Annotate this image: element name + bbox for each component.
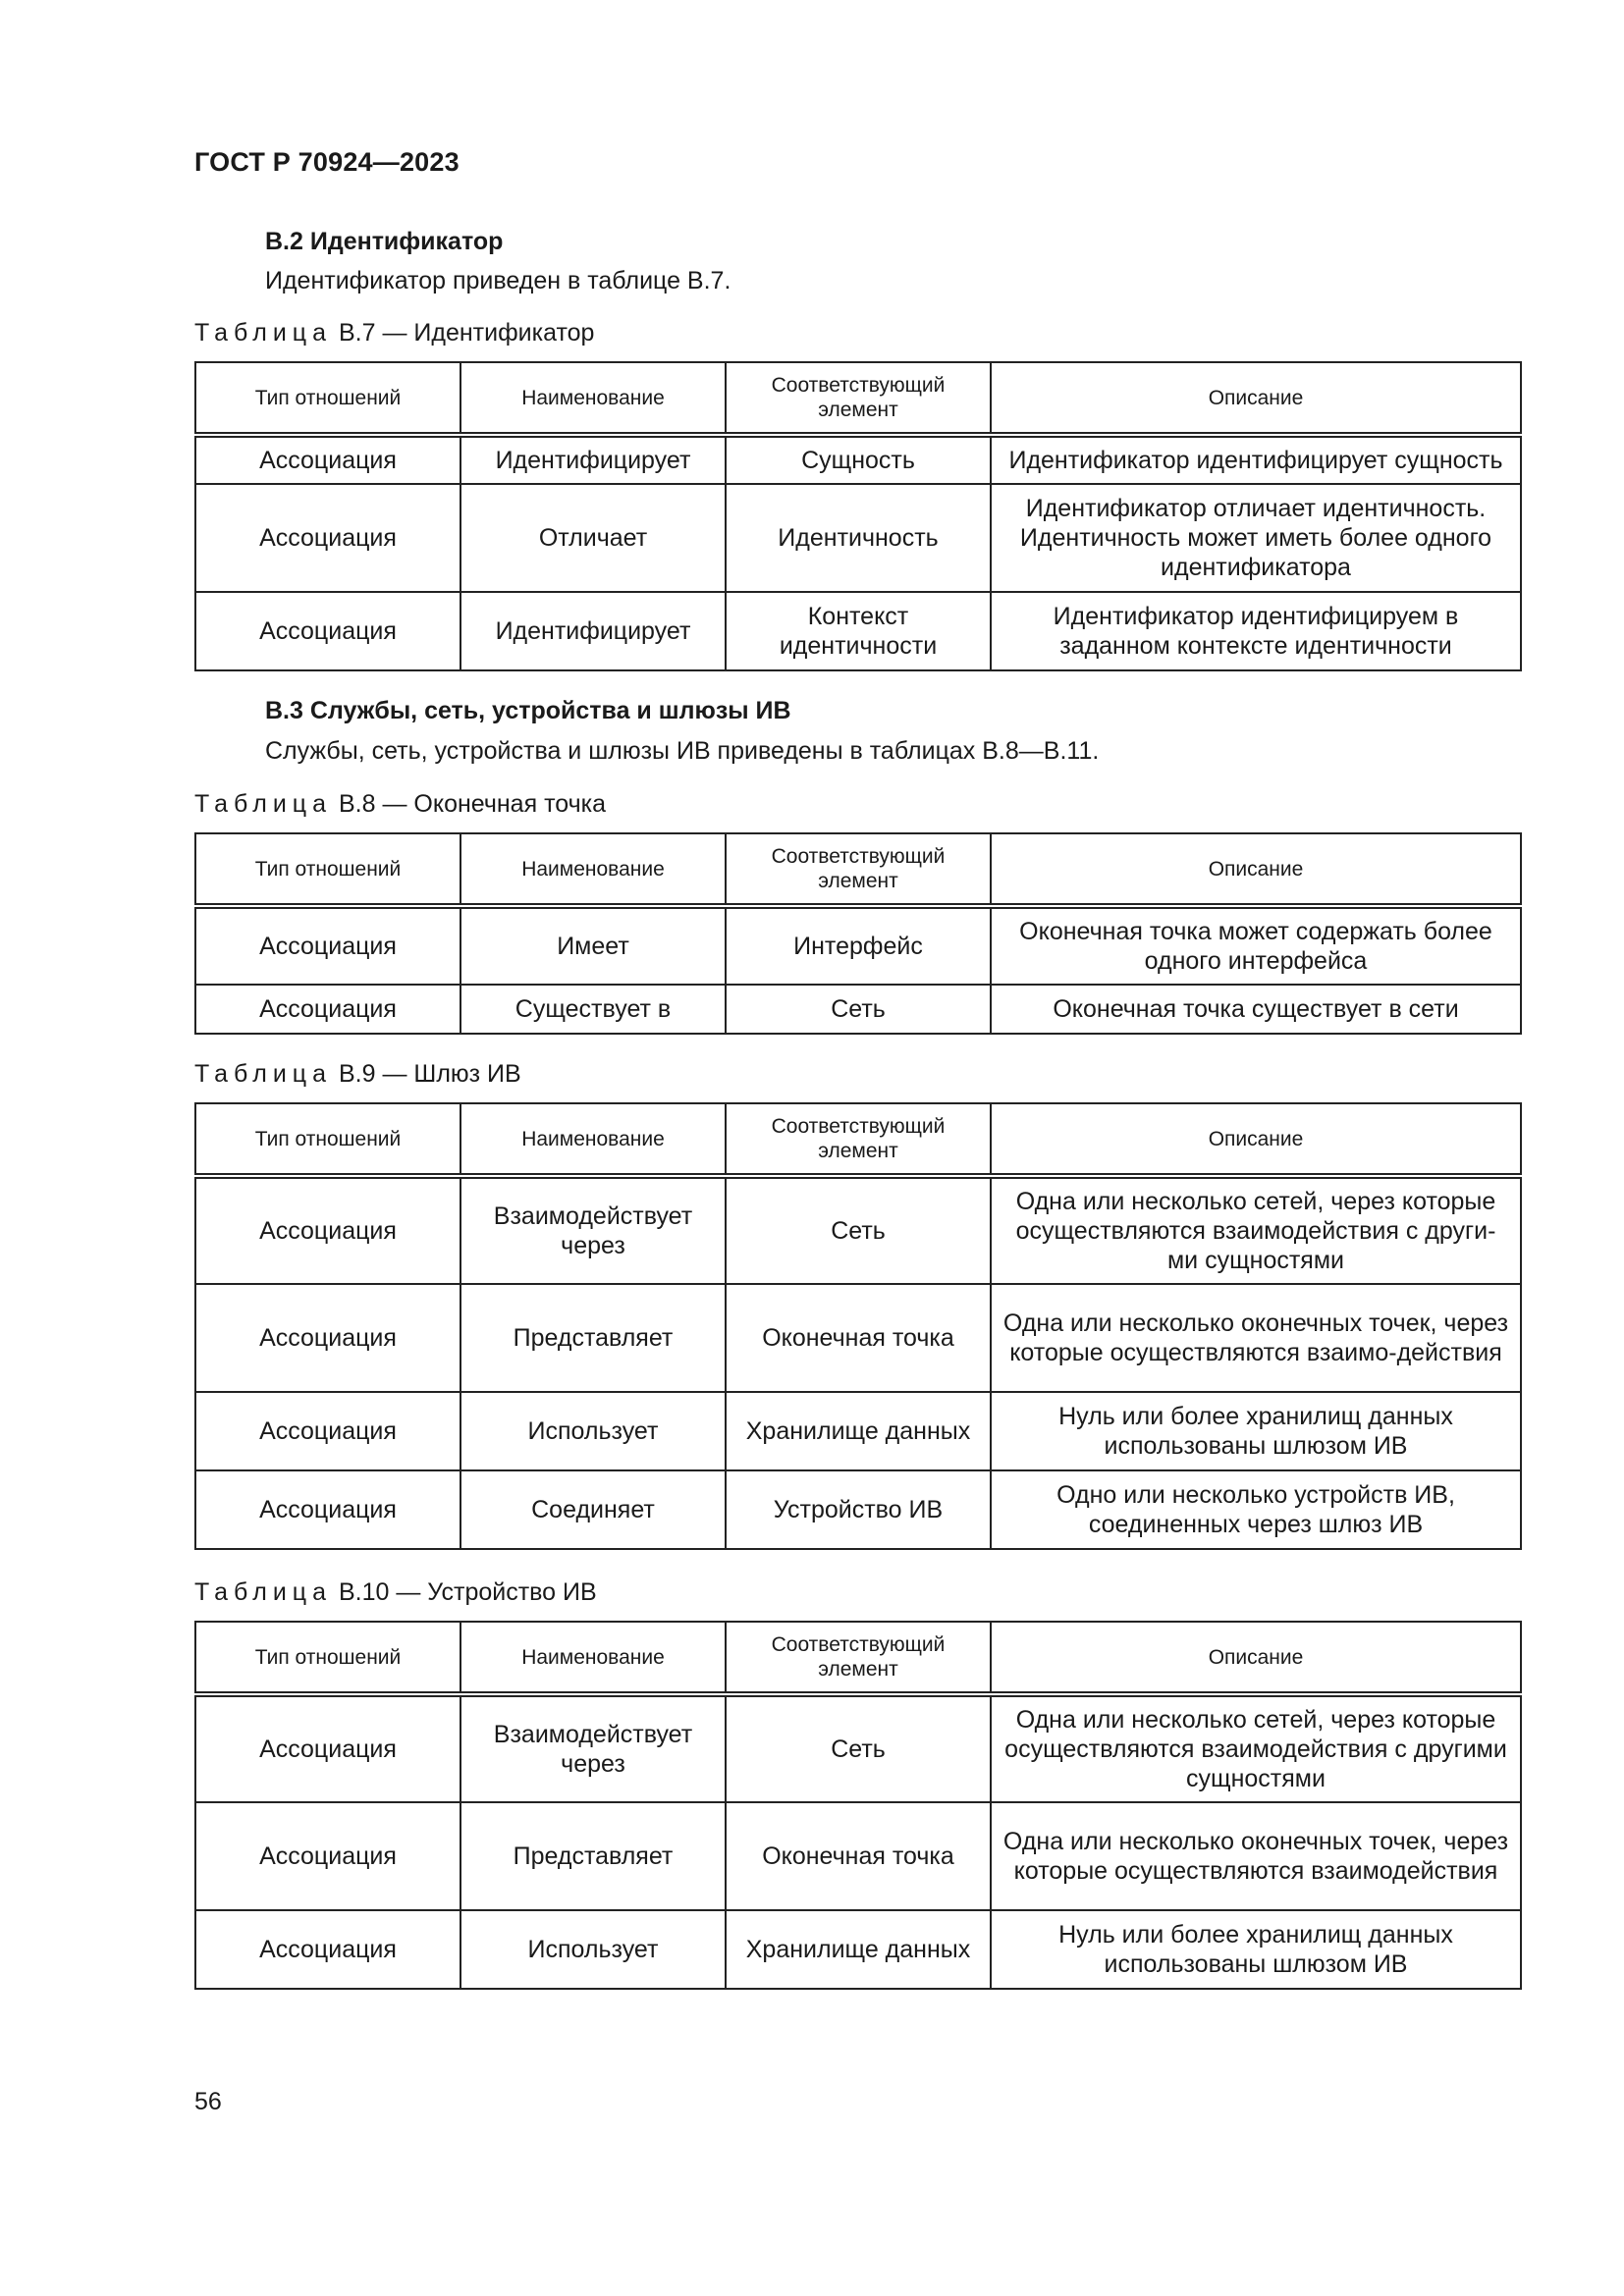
table-row bbox=[195, 1392, 1521, 1470]
cell-relation-type: Ассоциация bbox=[195, 484, 460, 592]
table-caption-word: Таблица bbox=[194, 790, 333, 818]
cell-element: Оконечная точка bbox=[726, 1802, 991, 1910]
column-header-relation-type: Тип отношений bbox=[195, 1622, 460, 1694]
cell-relation-type: Ассоциация bbox=[195, 1910, 460, 1989]
table-b8 bbox=[194, 832, 1522, 1035]
table-row bbox=[195, 1802, 1521, 1910]
table-caption-b10 bbox=[194, 1578, 597, 1607]
table-header-row bbox=[195, 1622, 1521, 1694]
table-row bbox=[195, 435, 1521, 484]
cell-element: Оконечная точка bbox=[726, 1284, 991, 1392]
cell-relation-type: Ассоциация bbox=[195, 592, 460, 670]
cell-relation-type: Ассоциация bbox=[195, 1176, 460, 1284]
cell-relation-type: Ассоциация bbox=[195, 1392, 460, 1470]
cell-description: Одно или несколько устройств ИВ, соединенных через шлюз ИВ bbox=[991, 1470, 1521, 1549]
table-b10 bbox=[194, 1621, 1522, 1990]
cell-element: Сеть bbox=[726, 985, 991, 1034]
cell-element: Хранилище данных bbox=[726, 1392, 991, 1470]
column-header-name: Наименование bbox=[460, 1103, 726, 1176]
cell-description: Идентификатор отличает идентичность. Идентичность может иметь более одного идентификатора bbox=[991, 484, 1521, 592]
cell-description: Одна или несколько сетей, через которые осуществляются взаимодействия с други-ми сущностями bbox=[991, 1176, 1521, 1284]
cell-description: Оконечная точка существует в сети bbox=[991, 985, 1521, 1034]
cell-name: Отличает bbox=[460, 484, 726, 592]
column-header-element: Соответствующий элемент bbox=[726, 362, 991, 435]
column-header-description: Описание bbox=[991, 833, 1521, 906]
column-header-element: Соответствующий элемент bbox=[726, 1103, 991, 1176]
table-row bbox=[195, 1470, 1521, 1549]
cell-element: Сеть bbox=[726, 1176, 991, 1284]
cell-name: Существует в bbox=[460, 985, 726, 1034]
cell-name: Представляет bbox=[460, 1802, 726, 1910]
cell-description: Одна или несколько сетей, через которые осуществляются взаимодействия с другими сущностями bbox=[991, 1694, 1521, 1802]
table-row bbox=[195, 1284, 1521, 1392]
table-caption-text: В.10 — Устройство ИВ bbox=[338, 1578, 597, 1606]
section-text-b2: Идентификатор приведен в таблице В.7. bbox=[265, 267, 731, 294]
column-header-description: Описание bbox=[991, 362, 1521, 435]
cell-description: Нуль или более хранилищ данных использованы шлюзом ИВ bbox=[991, 1910, 1521, 1989]
section-title-b3: В.3 Службы, сеть, устройства и шлюзы ИВ bbox=[265, 697, 791, 724]
cell-name: Представляет bbox=[460, 1284, 726, 1392]
cell-relation-type: Ассоциация bbox=[195, 1284, 460, 1392]
cell-name: Взаимодействует через bbox=[460, 1694, 726, 1802]
table-caption-text: В.8 — Оконечная точка bbox=[338, 790, 607, 818]
cell-relation-type: Ассоциация bbox=[195, 985, 460, 1034]
cell-description: Нуль или более хранилищ данных использованы шлюзом ИВ bbox=[991, 1392, 1521, 1470]
cell-name: Идентифицирует bbox=[460, 435, 726, 484]
cell-relation-type: Ассоциация bbox=[195, 906, 460, 985]
cell-relation-type: Ассоциация bbox=[195, 1802, 460, 1910]
table-row bbox=[195, 1694, 1521, 1802]
table-caption-b7 bbox=[194, 319, 594, 347]
cell-relation-type: Ассоциация bbox=[195, 1694, 460, 1802]
table-row bbox=[195, 592, 1521, 670]
column-header-name: Наименование bbox=[460, 362, 726, 435]
cell-description: Идентификатор идентифицирует сущность bbox=[991, 435, 1521, 484]
cell-element: Хранилище данных bbox=[726, 1910, 991, 1989]
cell-name: Использует bbox=[460, 1910, 726, 1989]
table-header-row bbox=[195, 362, 1521, 435]
table-caption-word: Таблица bbox=[194, 319, 333, 347]
section-title-b2: В.2 Идентификатор bbox=[265, 228, 504, 255]
table-row bbox=[195, 1910, 1521, 1989]
table-b7 bbox=[194, 361, 1522, 671]
cell-description: Идентификатор идентифицируем в заданном контексте идентичности bbox=[991, 592, 1521, 670]
table-caption-b8 bbox=[194, 790, 606, 819]
section-text-b3: Службы, сеть, устройства и шлюзы ИВ приведены в таблицах В.8—В.11. bbox=[265, 737, 1100, 765]
table-caption-word: Таблица bbox=[194, 1060, 333, 1088]
cell-name: Использует bbox=[460, 1392, 726, 1470]
column-header-name: Наименование bbox=[460, 833, 726, 906]
column-header-description: Описание bbox=[991, 1622, 1521, 1694]
column-header-element: Соответствующий элемент bbox=[726, 833, 991, 906]
column-header-relation-type: Тип отношений bbox=[195, 362, 460, 435]
column-header-relation-type: Тип отношений bbox=[195, 1103, 460, 1176]
table-row bbox=[195, 484, 1521, 592]
cell-description: Оконечная точка может содержать более одного интерфейса bbox=[991, 906, 1521, 985]
cell-name: Соединяет bbox=[460, 1470, 726, 1549]
cell-element: Контекст идентичности bbox=[726, 592, 991, 670]
column-header-relation-type: Тип отношений bbox=[195, 833, 460, 906]
cell-description: Одна или несколько оконечных точек, через которые осуществляются взаимодействия bbox=[991, 1802, 1521, 1910]
cell-element: Сущность bbox=[726, 435, 991, 484]
cell-element: Интерфейс bbox=[726, 906, 991, 985]
column-header-description: Описание bbox=[991, 1103, 1521, 1176]
table-caption-text: В.7 — Идентификатор bbox=[338, 319, 595, 347]
cell-description: Одна или несколько оконечных точек, через которые осуществляются взаимо-действия bbox=[991, 1284, 1521, 1392]
document-header: ГОСТ Р 70924—2023 bbox=[194, 147, 460, 177]
cell-element: Сеть bbox=[726, 1694, 991, 1802]
page-number: 56 bbox=[194, 2088, 222, 2115]
table-header-row bbox=[195, 833, 1521, 906]
table-row bbox=[195, 985, 1521, 1034]
cell-element: Устройство ИВ bbox=[726, 1470, 991, 1549]
cell-element: Идентичность bbox=[726, 484, 991, 592]
table-b9 bbox=[194, 1102, 1522, 1550]
table-caption-word: Таблица bbox=[194, 1578, 333, 1606]
table-header-row bbox=[195, 1103, 1521, 1176]
cell-relation-type: Ассоциация bbox=[195, 435, 460, 484]
column-header-element: Соответствующий элемент bbox=[726, 1622, 991, 1694]
cell-name: Идентифицирует bbox=[460, 592, 726, 670]
table-caption-text: В.9 — Шлюз ИВ bbox=[338, 1060, 521, 1088]
table-row bbox=[195, 906, 1521, 985]
table-row bbox=[195, 1176, 1521, 1284]
cell-relation-type: Ассоциация bbox=[195, 1470, 460, 1549]
cell-name: Взаимодействует через bbox=[460, 1176, 726, 1284]
column-header-name: Наименование bbox=[460, 1622, 726, 1694]
cell-name: Имеет bbox=[460, 906, 726, 985]
table-caption-b9 bbox=[194, 1060, 521, 1089]
